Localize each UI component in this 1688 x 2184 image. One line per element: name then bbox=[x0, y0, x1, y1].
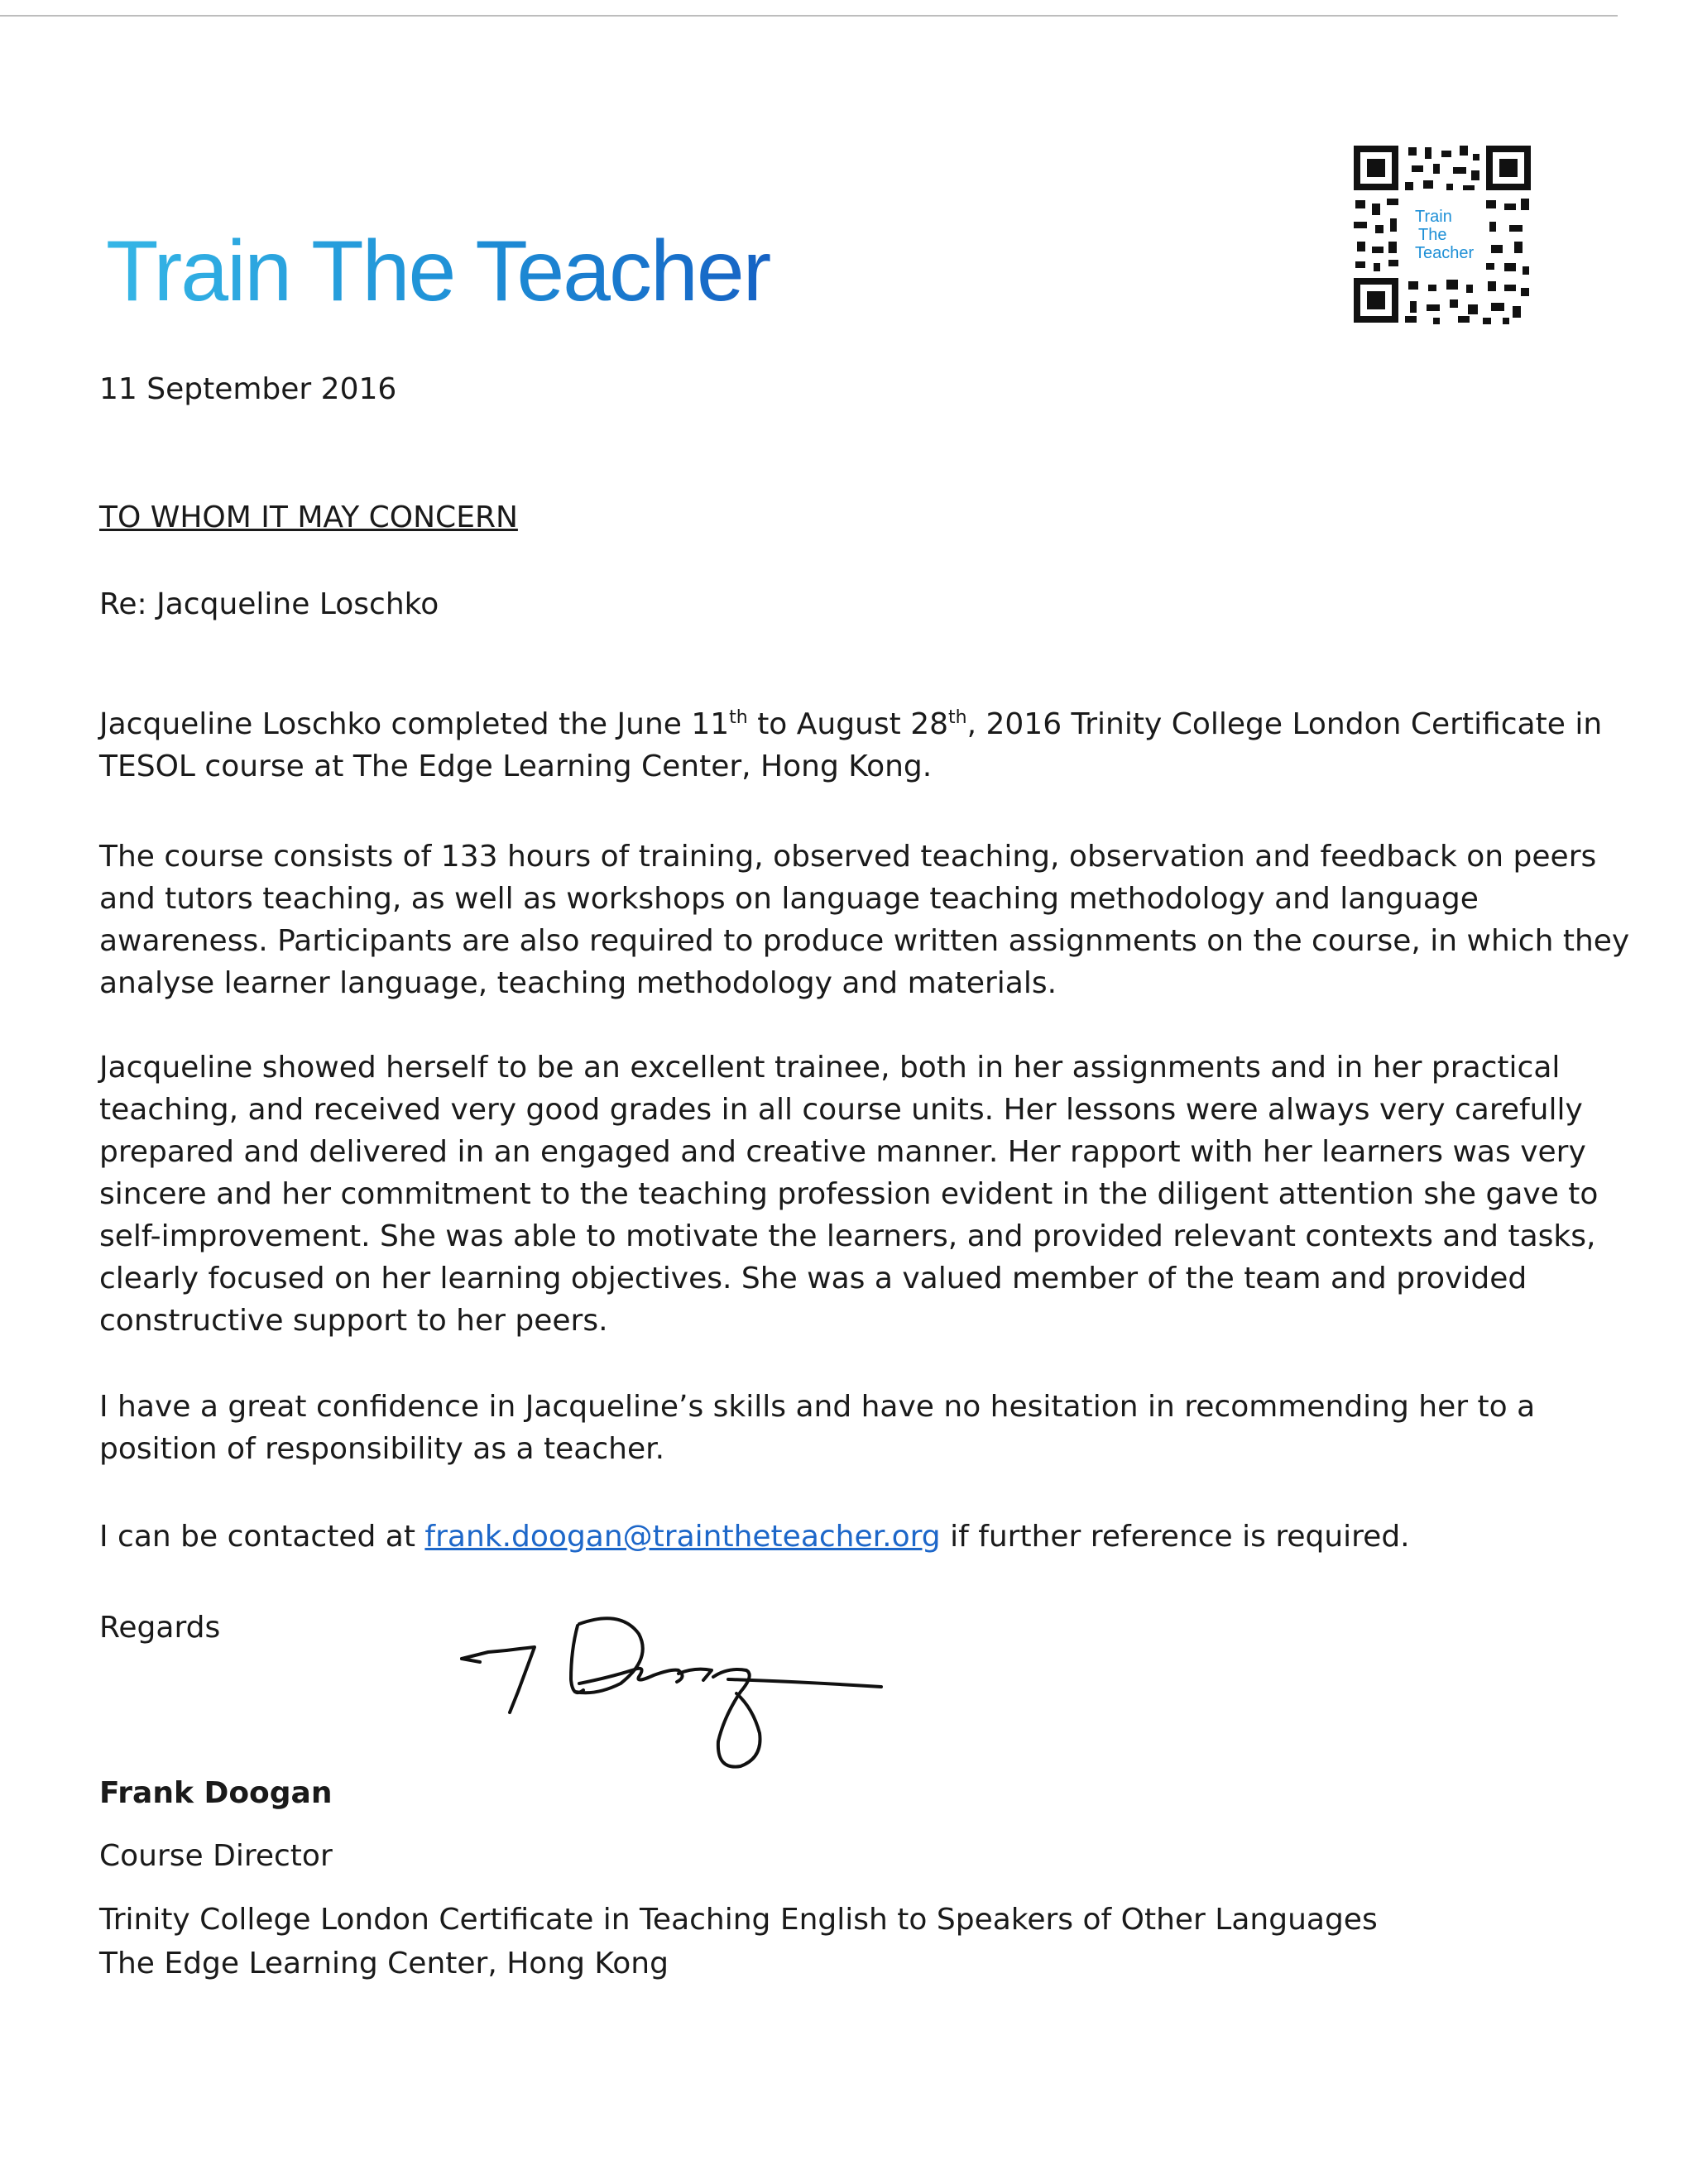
letter-date: 11 September 2016 bbox=[99, 372, 397, 406]
paragraph-line: I have a great confidence in Jacqueline’s skills and have no hesitation in recommending her to a bbox=[99, 1390, 1536, 1424]
paragraph-line: self-improvement. She was able to motivate the learners, and provided relevant contexts and tasks, bbox=[99, 1219, 1596, 1253]
paragraph-line: position of responsibility as a teacher. bbox=[99, 1432, 665, 1466]
email-link[interactable]: frank.doogan@traintheteacher.org bbox=[424, 1520, 941, 1554]
affiliation-line-2: The Edge Learning Center, Hong Kong bbox=[99, 1947, 669, 1980]
paragraph-line: constructive support to her peers. bbox=[99, 1304, 608, 1338]
top-rule bbox=[0, 15, 1618, 17]
signer-name: Frank Doogan bbox=[99, 1776, 333, 1810]
paragraph-line: clearly focused on her learning objectives. She was a valued member of the team and provided bbox=[99, 1262, 1527, 1296]
paragraph-line: awareness. Participants are also required to produce written assignments on the course, in which they bbox=[99, 924, 1630, 958]
closing: Regards bbox=[99, 1611, 221, 1645]
re-line: Re: Jacqueline Loschko bbox=[99, 587, 439, 621]
paragraph-evaluation bbox=[99, 1046, 1599, 1342]
paragraph-completion bbox=[99, 703, 1603, 788]
svg-text:The: The bbox=[1418, 226, 1447, 244]
paragraph-recommendation bbox=[99, 1386, 1556, 1470]
text-segment: Jacqueline Loschko completed the June 11 bbox=[99, 707, 730, 741]
paragraph-completion-line-1 bbox=[99, 703, 1603, 745]
text-segment: , 2016 Trinity College London Certificate in bbox=[966, 707, 1603, 741]
contact-line bbox=[99, 1516, 1410, 1558]
paragraph-line: and tutors teaching, as well as workshops on language teaching methodology and language bbox=[99, 882, 1479, 916]
ordinal-suffix: th bbox=[948, 707, 967, 728]
qr-code bbox=[1350, 142, 1534, 326]
paragraph-line: sincere and her commitment to the teaching profession evident in the diligent attention she gave to bbox=[99, 1177, 1599, 1211]
paragraph-line: teaching, and received very good grades in all course units. Her lessons were always very carefully bbox=[99, 1093, 1583, 1127]
signer-title: Course Director bbox=[99, 1839, 333, 1873]
svg-text:Teacher: Teacher bbox=[1415, 244, 1475, 262]
salutation: TO WHOM IT MAY CONCERN bbox=[99, 500, 518, 534]
paragraph-line: The course consists of 133 hours of training, observed teaching, observation and feedback on peers bbox=[99, 840, 1597, 874]
text-segment: to August 28 bbox=[747, 707, 949, 741]
ordinal-suffix: th bbox=[729, 707, 748, 728]
train-the-teacher-logo bbox=[106, 211, 784, 327]
text-segment: I can be contacted at bbox=[99, 1520, 425, 1554]
paragraph-line: Jacqueline showed herself to be an excellent trainee, both in her assignments and in her practical bbox=[99, 1051, 1561, 1085]
paragraph-completion-line-2: TESOL course at The Edge Learning Center, Hong Kong. bbox=[99, 750, 933, 783]
handwritten-signature bbox=[455, 1601, 902, 1774]
paragraph-line: analyse learner language, teaching methodology and materials. bbox=[99, 966, 1057, 1000]
affiliation-line-1: Trinity College London Certificate in Teaching English to Speakers of Other Languages bbox=[99, 1903, 1378, 1937]
svg-text:Train: Train bbox=[1415, 208, 1452, 226]
paragraph-course-description bbox=[99, 836, 1630, 1004]
text-segment: if further reference is required. bbox=[940, 1520, 1410, 1554]
paragraph-line: prepared and delivered in an engaged and creative manner. Her rapport with her learners was very bbox=[99, 1135, 1586, 1169]
svg-text:Train The Teacher: Train The Teacher bbox=[106, 223, 770, 319]
